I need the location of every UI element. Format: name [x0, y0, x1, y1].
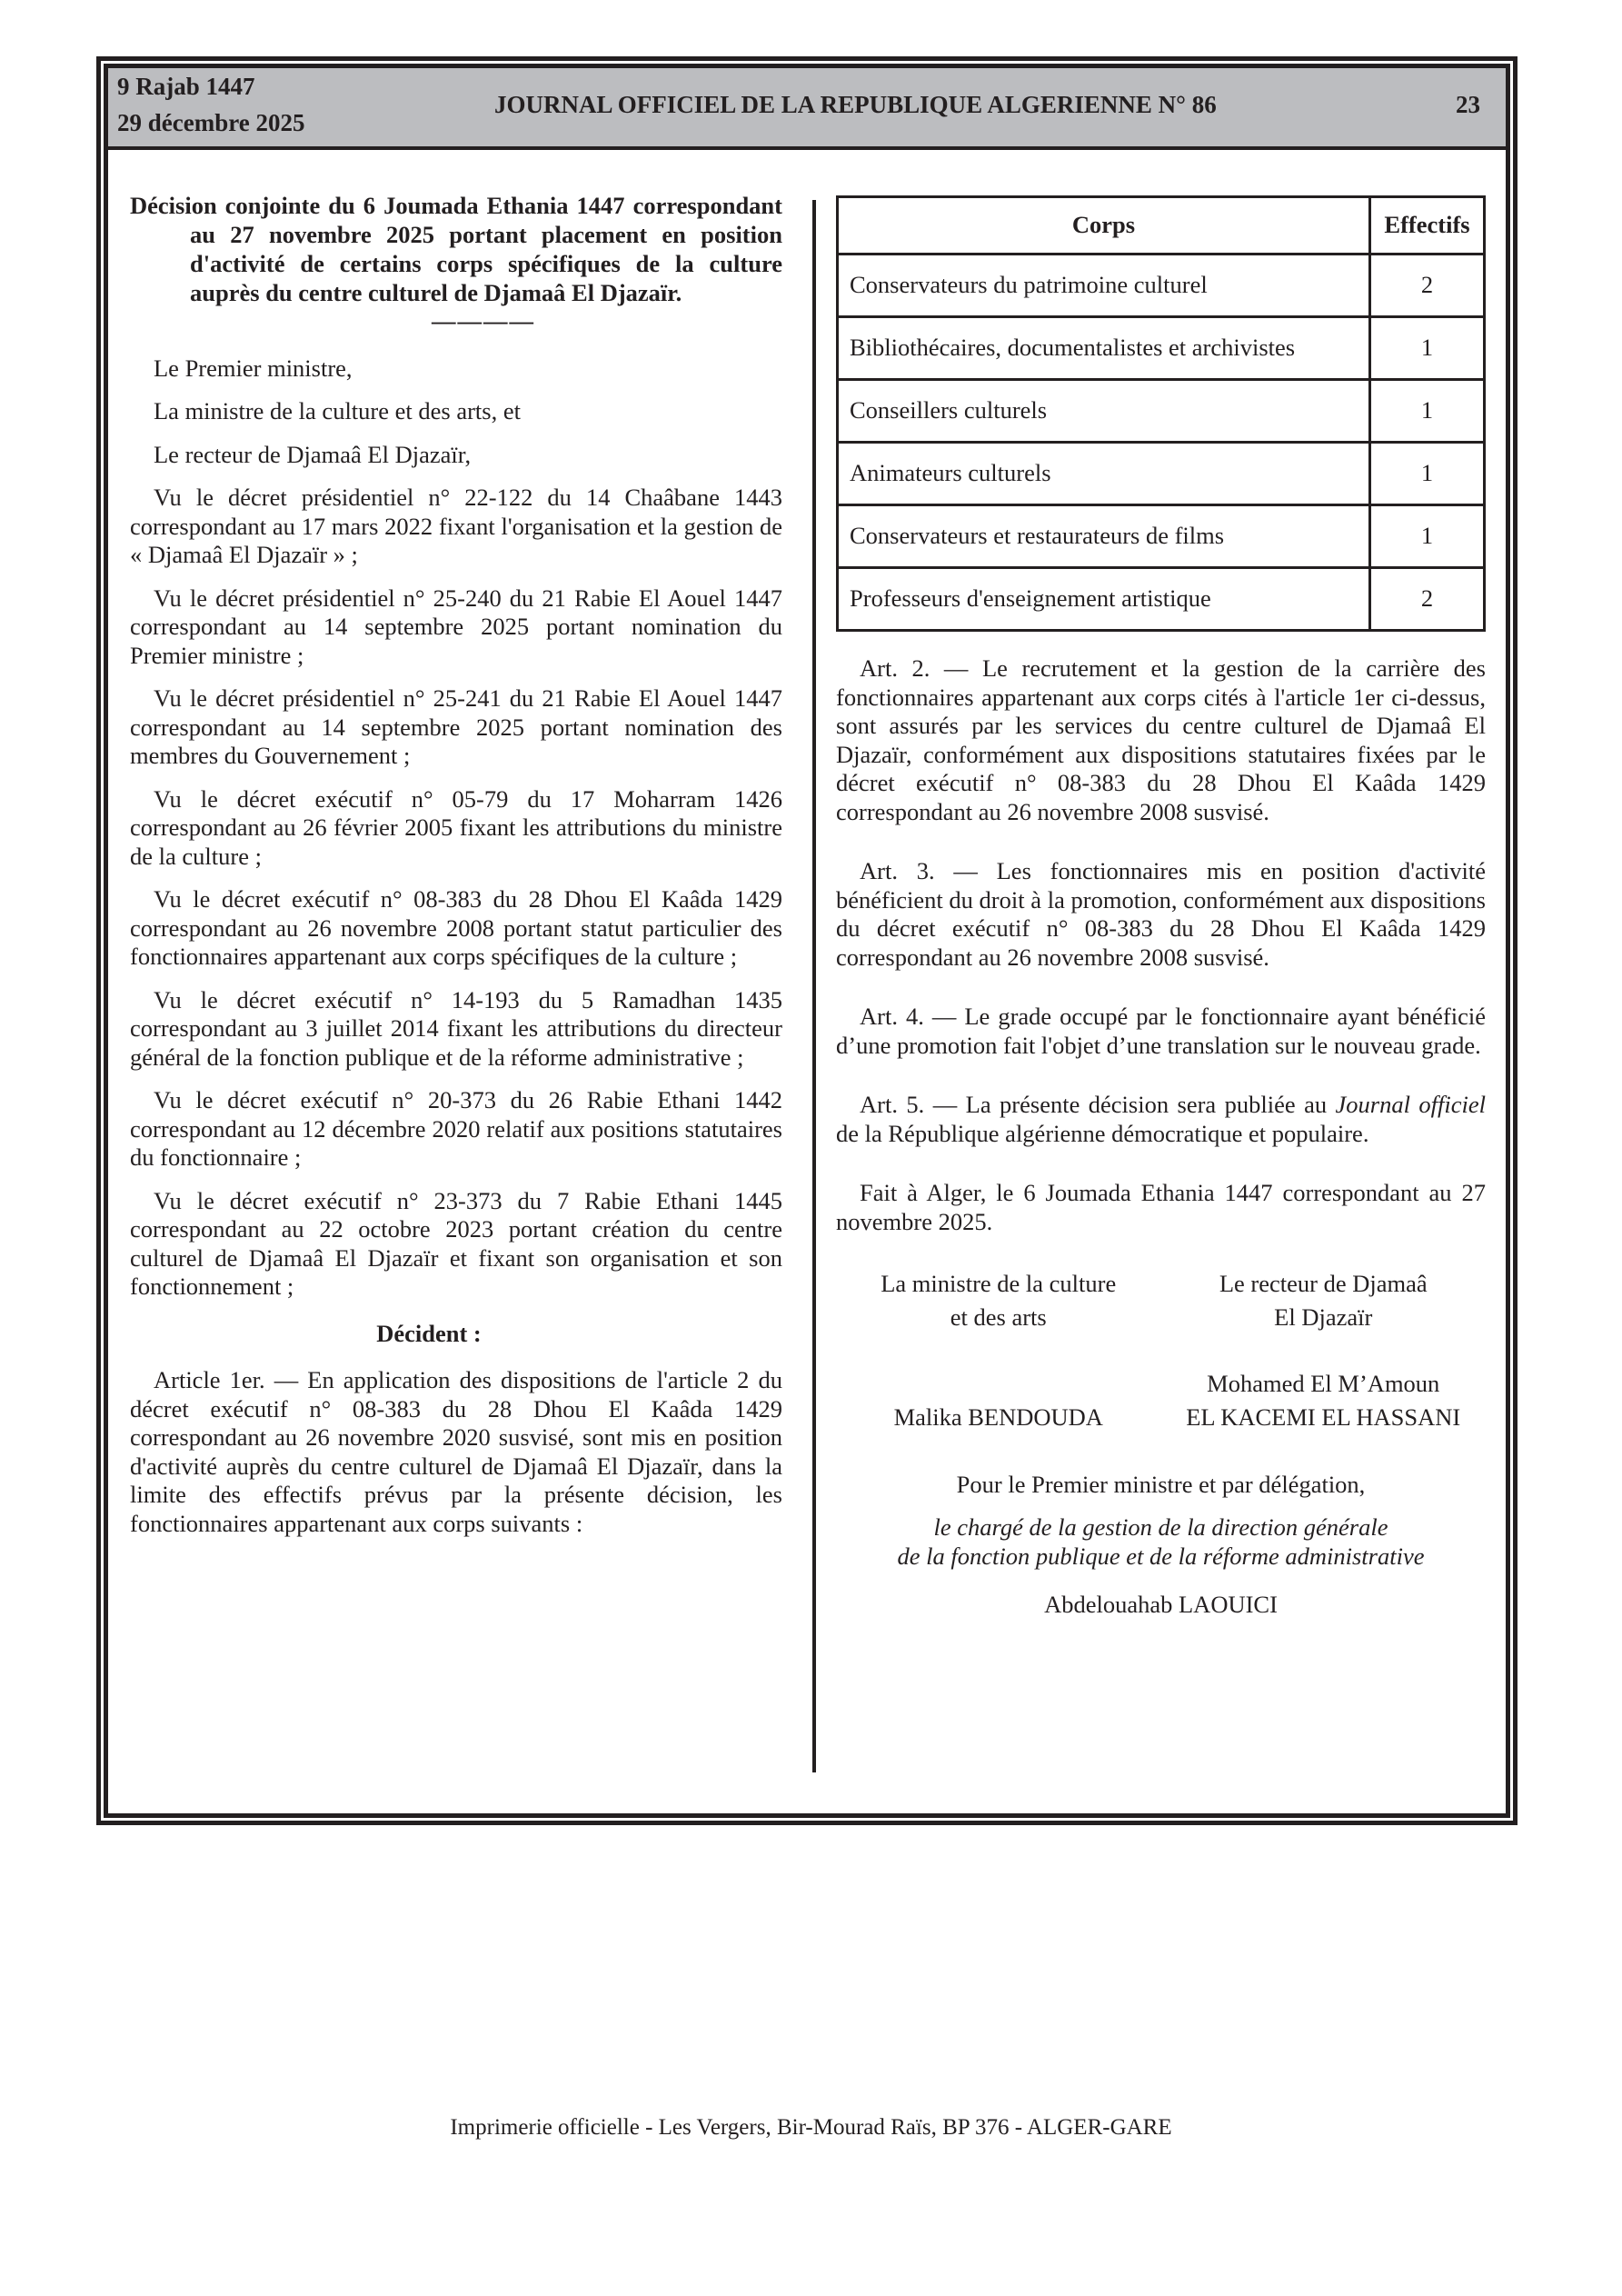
header-gregorian-date: 29 décembre 2025	[117, 109, 305, 136]
visa-paragraph: Vu le décret présidentiel n° 22-122 du 14 Chaâbane 1443 correspondant au 17 mars 2022 fixant l'organisation et la gestion de « Djamaâ El Djazaïr » ;	[130, 484, 782, 568]
effectifs-cell: 1	[1370, 380, 1485, 443]
signature-right	[1161, 1267, 1487, 1334]
decident-heading: Décident :	[376, 1319, 482, 1347]
rector-title-line-2: El Djazaïr	[1274, 1303, 1373, 1331]
corps-cell: Bibliothécaires, documentalistes et archivistes	[838, 317, 1370, 380]
visa-paragraph: Vu le décret présidentiel n° 25-241 du 21 Rabie El Aouel 1447 correspondant au 14 septembre 2025 portant nomination des membres du Gouvernement ;	[130, 684, 782, 769]
column-separator	[812, 200, 816, 1772]
header-hijri-date: 9 Rajab 1447	[117, 73, 255, 100]
delegation-line: Pour le Premier ministre et par délégation,	[956, 1471, 1366, 1498]
rector-name-line-2: EL KACEMI EL HASSANI	[1186, 1403, 1461, 1431]
journal-officiel-italic: Journal officiel	[1335, 1091, 1486, 1118]
left-column	[130, 191, 782, 1552]
signature-names	[836, 1367, 1486, 1434]
minister-title-line-2: et des arts	[950, 1303, 1047, 1331]
rector-title-line-1: Le recteur de Djamaâ	[1219, 1270, 1428, 1297]
visa-paragraph: Vu le décret exécutif n° 05-79 du 17 Moharram 1426 correspondant au 26 février 2005 fixant les attributions du ministre de la culture ;	[130, 784, 782, 870]
corps-cell: Conservateurs du patrimoine culturel	[838, 255, 1370, 317]
effectifs-cell: 1	[1370, 317, 1485, 380]
effectifs-cell: 2	[1370, 255, 1485, 317]
corps-cell: Conseillers culturels	[838, 380, 1370, 443]
signatory-intro: Le recteur de Djamaâ El Djazaïr,	[154, 440, 472, 468]
corps-cell: Conservateurs et restaurateurs de films	[838, 505, 1370, 568]
corps-cell: Professeurs d'enseignement artistique	[838, 568, 1370, 631]
article-3: Art. 3. — Les fonctionnaires mis en position d'activité bénéficient du droit à la promotion, conformément aux dispositions du décret exécutif n° 08-383 du 28 Dhou El Kaâda 1429 correspondant au 26 novembre 2008 susvisé.	[836, 857, 1486, 971]
table-row	[838, 505, 1485, 568]
fait-a-alger: Fait à Alger, le 6 Joumada Ethania 1447 correspondant au 27 novembre 2025.	[836, 1179, 1486, 1235]
corps-cell: Animateurs culturels	[838, 443, 1370, 505]
corps-table	[836, 195, 1486, 632]
minister-title-line-1: La ministre de la culture	[881, 1270, 1117, 1297]
visa-paragraph: Vu le décret exécutif n° 14-193 du 5 Ramadhan 1435 correspondant au 3 juillet 2014 fixant les attributions du directeur général de la fonction publique et de la réforme administrative ;	[130, 985, 782, 1071]
signatory-intro: La ministre de la culture et des arts, et	[154, 397, 521, 424]
effectifs-cell: 1	[1370, 443, 1485, 505]
signatory-intro: Le Premier ministre,	[154, 354, 353, 382]
printer-footer: Imprimerie officielle - Les Vergers, Bir-Mourad Raïs, BP 376 - ALGER-GARE	[450, 2115, 1172, 2140]
article-5-suffix: de la République algérienne démocratique et populaire.	[836, 1119, 1369, 1147]
rector-name-line-1: Mohamed El M’Amoun	[1207, 1370, 1440, 1397]
article-1: Article 1er. — En application des dispositions de l'article 2 du décret exécutif n° 08-383 du 28 Dhou El Kaâda 1429 correspondant au 26 novembre 2020 susvisé, sont mis en position d'activité auprès du centre culturel de Djamaâ El Djazaïr, dans la limite des effectifs prévus par la présente décision, les fonctionnaires appartenant aux corps suivants :	[130, 1366, 782, 1537]
page-number: 23	[1456, 91, 1480, 118]
delegate-role	[836, 1512, 1486, 1571]
visa-paragraph: Vu le décret exécutif n° 23-373 du 7 Rabie Ethani 1445 correspondant au 22 octobre 2023 portant création du centre culturel de Djamaâ El Djazaïr et fixant son organisation et son fonctionnement ;	[130, 1186, 782, 1300]
journal-title: JOURNAL OFFICIEL DE LA REPUBLIQUE ALGERIENNE N° 86	[494, 91, 1217, 118]
article-5-prefix: Art. 5. — La présente décision sera publiée au	[860, 1091, 1336, 1118]
journal-header	[108, 68, 1506, 150]
table-row	[838, 443, 1485, 505]
table-header-row	[838, 197, 1485, 255]
minister-name: Malika BENDOUDA	[893, 1403, 1103, 1431]
article-4: Art. 4. — Le grade occupé par le fonctionnaire ayant bénéficié d’une promotion fait l'objet d’une translation sur le nouveau grade.	[836, 1003, 1486, 1059]
table-row	[838, 317, 1485, 380]
effectifs-cell: 2	[1370, 568, 1485, 631]
signature-titles	[836, 1267, 1486, 1334]
column-header-corps: Corps	[838, 197, 1370, 255]
delegate-role-line-1: le chargé de la gestion de la direction générale	[933, 1512, 1388, 1541]
delegate-role-line-2: de la fonction publique et de la réforme administrative	[897, 1542, 1425, 1570]
article-5	[836, 1091, 1486, 1148]
table-row	[838, 255, 1485, 317]
rector-name	[1161, 1367, 1487, 1434]
table-row	[838, 380, 1485, 443]
effectifs-cell: 1	[1370, 505, 1485, 568]
right-column	[836, 195, 1486, 1619]
visa-paragraph: Vu le décret exécutif n° 08-383 du 28 Dhou El Kaâda 1429 correspondant au 26 novembre 2008 portant statut particulier des fonctionnaires appartenant aux corps spécifiques de la culture ;	[130, 885, 782, 970]
column-header-effectifs: Effectifs	[1370, 197, 1485, 255]
visa-paragraph: Vu le décret présidentiel n° 25-240 du 21 Rabie El Aouel 1447 correspondant au 14 septembre 2025 portant nomination du Premier ministre ;	[130, 584, 782, 669]
signature-left	[836, 1267, 1161, 1334]
delegate-name: Abdelouahab LAOUICI	[1044, 1590, 1278, 1618]
article-2: Art. 2. — Le recrutement et la gestion de la carrière des fonctionnaires appartenant aux corps cités à l'article 1er ci-dessus, sont assurés par les services du centre culturel de Djamaâ El Djazaïr, conformément aux dispositions statutaires fixées par le décret exécutif n° 08-383 du 28 Dhou El Kaâda 1429 correspondant au 26 novembre 2008 susvisé.	[836, 654, 1486, 825]
decision-title: Décision conjointe du 6 Joumada Ethania 1447 correspondant au 27 novembre 2025 portant placement en position d'activité de certains corps spécifiques de la culture auprès du centre culturel de Djamaâ El Djazaïr.	[130, 192, 782, 306]
title-separator: ————	[432, 307, 535, 334]
table-row	[838, 568, 1485, 631]
visa-paragraph: Vu le décret exécutif n° 20-373 du 26 Rabie Ethani 1442 correspondant au 12 décembre 2020 relatif aux positions statutaires du fonctionnaire ;	[130, 1086, 782, 1171]
